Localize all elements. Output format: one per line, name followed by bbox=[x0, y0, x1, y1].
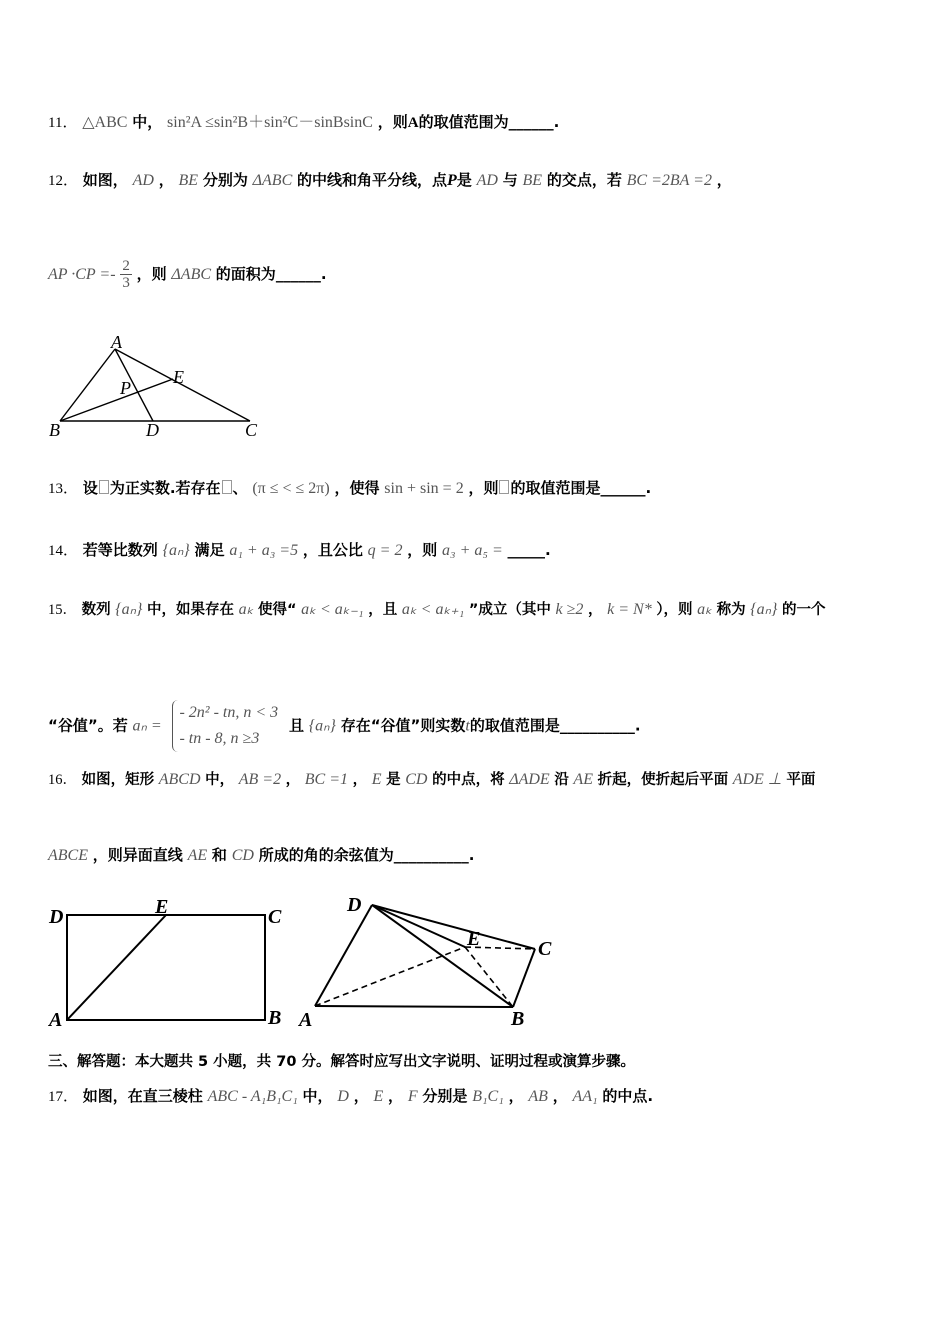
question-number: 16． bbox=[48, 772, 77, 788]
question-11: 11． △ABC 中， sin²A ≤sin²B＋sin²C－sinBsinC ，则A的取值范围为______. bbox=[48, 113, 560, 131]
question-16: 16． 如图，矩形 ABCD 中， AB =2 ， BC =1 ， E 是 CD 的中点，将 ΔADE 沿 AE 折起，使折起后平面 ADE ⊥ 平面 bbox=[48, 771, 816, 788]
edge-bc bbox=[513, 949, 535, 1007]
question-number: 12． bbox=[48, 173, 79, 189]
answer-blank: ______. bbox=[508, 113, 560, 131]
label-e: E bbox=[173, 367, 184, 387]
segment-ae bbox=[67, 915, 166, 1020]
answer-blank: __________. bbox=[559, 716, 641, 735]
placeholder-box bbox=[99, 480, 109, 494]
label-b: B bbox=[511, 1008, 525, 1030]
label-c: C bbox=[268, 906, 282, 928]
label-d: D bbox=[49, 906, 64, 928]
placeholder-box bbox=[499, 480, 509, 494]
label-a: A bbox=[49, 1009, 63, 1031]
answer-blank: __________. bbox=[393, 846, 475, 864]
question-number: 15． bbox=[48, 602, 77, 618]
question-15: 15． 数列 {aₙ} 中，如果存在 aₖ 使得“ aₖ < aₖ₋₁ ，且 aₖ < aₖ₊₁ ”成立（其中 k ≥2 ， k = N* ），则 aₖ 称为 {aₙ} 的一个 bbox=[48, 601, 826, 618]
bisector-be bbox=[60, 379, 173, 421]
math-range: (π ≤ < ≤ 2π) bbox=[252, 480, 330, 497]
rectangle-figure bbox=[45, 893, 295, 1033]
question-16-line2: ABCE ，则异面直线 AE 和 CD 所成的角的余弦值为__________. bbox=[48, 846, 475, 864]
question-15-line2: “谷值”。若 aₙ = - 2n² - tn, n < 3 - tn - 8, n ≥3 且 {aₙ} 存在“谷值”则实数t的取值范围是__________. bbox=[48, 700, 641, 752]
label-a: A bbox=[111, 335, 122, 352]
label-d: D bbox=[347, 894, 362, 916]
triangle-figure bbox=[45, 335, 275, 445]
label-d: D bbox=[146, 420, 159, 440]
label-b: B bbox=[268, 1007, 282, 1029]
math-dot-product: AP ·CP =- bbox=[48, 266, 116, 283]
math-equation: sin + sin = 2 bbox=[384, 480, 464, 497]
label-a: A bbox=[299, 1009, 313, 1031]
edge-ab bbox=[315, 1006, 513, 1007]
rectangle-abcd bbox=[67, 915, 265, 1020]
question-12-line2: AP ·CP =- $\frac{2}{3}$ ，则 ΔABC 的面积为______. bbox=[48, 258, 327, 291]
question-number: 14． bbox=[48, 543, 79, 559]
label-b: B bbox=[49, 420, 60, 440]
answer-blank: _____. bbox=[507, 541, 551, 559]
answer-blank: ______. bbox=[600, 479, 652, 497]
piecewise-function: - 2n² - tn, n < 3 - tn - 8, n ≥3 bbox=[172, 700, 278, 752]
math-inequality: sin²A ≤sin²B＋sin²C－sinBsinC bbox=[167, 114, 373, 131]
answer-blank: ______. bbox=[275, 265, 327, 283]
folded-figure bbox=[295, 893, 565, 1033]
question-number: 17． bbox=[48, 1089, 79, 1105]
question-number: 11． bbox=[48, 115, 78, 131]
question-13: 13． 设 为正实数.若存在 、 (π ≤ < ≤ 2π) ，使得 sin + sin = 2 ，则 的取值范围是______. bbox=[48, 479, 652, 497]
question-number: 13． bbox=[48, 481, 79, 497]
label-c: C bbox=[245, 420, 258, 440]
label-e: E bbox=[155, 896, 169, 918]
edge-db bbox=[372, 905, 513, 1007]
question-14: 14． 若等比数列 {aₙ} 满足 a₁ + a₃ =5 ，且公比 q = 2 ，则 a₃ + a₅ = _____. bbox=[48, 541, 551, 559]
question-12: 12． 如图， AD ， BE 分别为 ΔABC 的中线和角平分线，点P是 AD 与 BE 的交点，若 BC =2BA =2 ， bbox=[48, 171, 732, 189]
edge-ad bbox=[315, 905, 372, 1006]
section-heading: 三、解答题：本大题共 5 小题，共 70 分。解答时应写出文字说明、证明过程或演算步骤。 bbox=[48, 1054, 635, 1070]
math-condition: BC =2BA =2 bbox=[626, 172, 712, 189]
label-p: P bbox=[120, 378, 131, 398]
question-17: 17． 如图，在直三棱柱 ABC - A₁B₁C₁ 中， D ， E ， F 分别是 B₁C₁ ， AB ， AA₁ 的中点. bbox=[48, 1087, 654, 1105]
fraction: $\frac{2}{3}$ bbox=[122, 258, 130, 291]
label-e: E bbox=[467, 928, 481, 950]
math-triangle: △ABC bbox=[82, 114, 128, 131]
label-c: C bbox=[538, 938, 552, 960]
placeholder-box bbox=[222, 480, 232, 494]
